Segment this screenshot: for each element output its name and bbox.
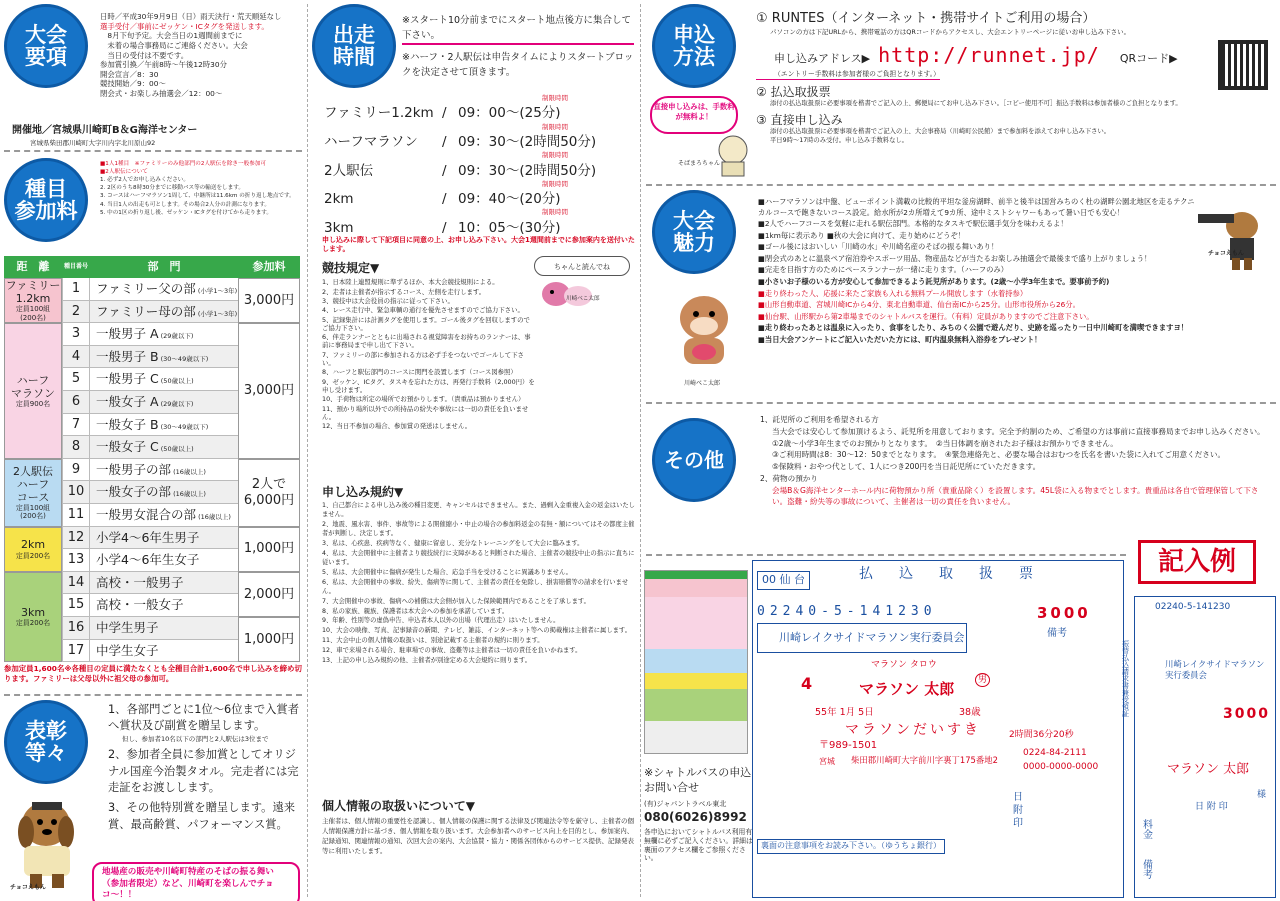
yoko-line: 競技開始／9：00〜 <box>100 79 166 89</box>
miryoku-item: ■走り終わった人、応援に来たご家族も入れる無料プール開放します（水着持参） <box>758 288 1028 298</box>
shumoku-note: 3. コースはハーフマラソン1周して、中継所は11.6km の折り返し地点です。 <box>100 193 295 200</box>
separator: / <box>442 191 447 208</box>
kiyaku-title: 申し込み規約▼ <box>322 485 404 499</box>
fee-cell: 2人で 6,000円 <box>238 459 300 527</box>
row-category: 一般女子 C (50歳以上) <box>96 439 194 455</box>
table-row <box>62 617 238 640</box>
mascot-cow <box>664 290 746 376</box>
table-footnote: 参加定員1,600名※各種目の定員に満たなくとも全種目合計1,600名で申し込みを締め切ります。ファミリーは父母以外に祖父母の参加可。 <box>4 664 302 683</box>
biko: 備考 <box>1047 628 1067 639</box>
limit-label: 制限時間 <box>542 179 568 188</box>
list-item: 3、競技中は大会役員の指示に従って下さい。 <box>322 296 454 305</box>
hyosho-item: 2、参加者全員に参加賞としてオリジナル国産今治製タオル。完走者には完走証をお渡しします。 <box>108 748 299 794</box>
soba-mascot-icon <box>710 132 756 178</box>
list-item: 1、日本陸上連盟規則に準ずるほか、本大会競技規則による。 <box>322 278 499 287</box>
list-item: 1、自己都合による申し込み後の種目変更、キャンセルはできません。また、過剰入金重複入金の返金はいたしません。 <box>322 502 635 519</box>
kitei-list <box>322 278 536 431</box>
fee-cell: 3,000円 <box>238 323 300 459</box>
age: 38歳 <box>959 707 981 718</box>
table-header <box>4 256 300 278</box>
divider <box>646 402 1276 404</box>
sonota-item: ③ご利用時間は8：30〜12：50までとなります。 ④緊急連絡先と、必要な場合はおむつを氏名を書いた袋に入れてご用意ください。 <box>772 450 1226 460</box>
list-item: 12、車で来場される場合、駐車場での事故、盗難等は主催者は一切の責任を負いかねます。 <box>322 647 582 655</box>
separator: / <box>442 105 447 122</box>
start-distance: 2km <box>324 191 354 208</box>
receipt-hizuke: 日 附 印 <box>1195 802 1228 812</box>
list-item: 7、大会開催中の事故、傷病への補償は大会側が加入した保険範囲内であることを了承します。 <box>322 597 590 605</box>
miryoku-item: ■完走を目指す方のためにペースランナーが一緒に走ります。（ハーフのみ） <box>758 265 1009 275</box>
miryoku-item: ■ゴール後にはおいしい「川崎の水」や川崎名産のそばの振る舞いあり！ <box>758 242 999 252</box>
sonota-item: ①2歳〜小学3年生までのお預かりとなります。 ②当日体調を崩されたお子様はお預かりできません。 <box>772 438 1118 448</box>
table-row <box>62 346 238 369</box>
miryoku-item: ■山形自動車道、宮城川崎ICから4分、東北自動車道、仙台南ICから25分。山形市役所から26分。 <box>758 300 1080 310</box>
limit-label: 制限時間 <box>542 94 568 102</box>
list-item: 9、年齢、性別等の虚偽申告、申込者本人以外の出場（代理出走）はいたしません。 <box>322 617 560 625</box>
miryoku-item: ■小さいお子様のいる方が安心して参加できるよう託児所があります。(2歳〜小学3年生まで。要事前予約) <box>758 277 1110 287</box>
method-3-time: 平日9時〜17時のみ受付。申し込み手数料なし。 <box>770 136 908 144</box>
list-item: 11、大会中止の個人情報の取扱いは、別途記載する主催者の規約に則ります。 <box>322 637 544 645</box>
venue-address: 宮城県柴田郡川崎町大字川内字北川原山92 <box>30 139 156 147</box>
row-category: 高校・一般男子 <box>96 574 184 590</box>
list-item: 9、ゼッケン、ICタグ、タスキを忘れた方は、再発行手数料（2,000円）を申し受けます。 <box>322 377 535 395</box>
sonota-item: ⑤保険料・おやつ代として、1人につき200円を当日託児所にていただきます。 <box>772 462 1041 472</box>
row-note: (29歳以下) <box>158 332 194 341</box>
distance-cell <box>4 278 62 323</box>
row-category: 一般女子 A (29歳以下) <box>96 394 194 409</box>
row-number: 3 <box>62 323 90 345</box>
row-number: 7 <box>62 414 90 436</box>
payment-form <box>752 560 1124 898</box>
qr-label: QRコード▶ <box>1119 51 1178 65</box>
limit-label: 制限時間 <box>542 151 568 160</box>
hyosho-note: 但し、参加者10名以下の部門と2人駅伝は3位まで <box>122 734 269 743</box>
kinyurei-sample: 記入例 <box>1138 540 1256 584</box>
form-title: 払 込 取 扱 票 <box>859 566 1039 582</box>
url-row <box>756 42 1272 69</box>
row-note: (小学1〜3年) <box>195 287 238 295</box>
row-number: 12 <box>62 527 90 549</box>
yoko-line: 閉会式・お楽しみ抽選会／12：00〜 <box>100 89 223 98</box>
row-note: (29歳以下) <box>158 400 194 408</box>
table-row <box>62 368 238 391</box>
distance-cell <box>4 323 62 459</box>
row-category: 中学生男子 <box>96 620 159 635</box>
column-divider <box>307 4 308 897</box>
row-number: 14 <box>62 572 90 594</box>
col-distance: 距 離 <box>16 259 50 273</box>
list-item: 12、当日不参加の場合、参加賞の発送はしません。 <box>322 422 472 431</box>
shumoku-note: 4. 当日1人の出走も可とします。その場合2人分の計測になります。 <box>100 201 270 208</box>
yoko-line: 開会宣言／8：30 <box>100 69 159 79</box>
row-number: 11 <box>62 504 90 526</box>
row-number: 2 <box>62 301 90 323</box>
list-item: 11、預かり場所以外での所持品の紛失や事故には一切の責任を負いません。 <box>322 404 529 422</box>
start-distance: ファミリー1.2km <box>324 105 434 122</box>
list-item: 4、私は、大会開催中に主催者より競技続行に支障があると判断された場合、主催者の競技中止の指示に直ちに従います。 <box>322 549 635 566</box>
distance-label: ハーフ マラソン <box>11 373 55 400</box>
list-item: 2、地震、風水害、事件、事故等による開催縮小・中止の場合の参加料返金の有無・額についてはその都度主催者が判断し、決定します。 <box>322 521 635 537</box>
receipt-amount: 3000 <box>1223 706 1270 722</box>
table-row <box>62 549 238 572</box>
row-category: 一般男子の部 (16歳以上) <box>96 461 206 477</box>
method-3-title: ③ 直接申し込み <box>756 113 843 128</box>
table-row <box>62 594 238 617</box>
row-number: 6 <box>62 391 90 413</box>
sonota-item: 当大会では安心して参加頂けるよう、託児所を用意しております。完全予約制のため、ご希望の方は事前に直接事務局までお申し込みください。 <box>772 426 1265 436</box>
shusso-warning: 申し込みに際して下記項目に同意の上、お申し込み下さい。大会1週間前までに参加案内を送付いたします。 <box>322 236 635 254</box>
mascot-label: チョコえもん <box>10 884 46 891</box>
kana: マラソン タロウ <box>871 660 937 670</box>
shuttle-tel: 080(6026)8992 <box>644 809 747 824</box>
limit-label: 制限時間 <box>542 208 568 217</box>
miryoku-item: ■走り終わったあとは温泉に入ったり、食事をしたり、みちのく公園で遊んだり、史跡を巡ったり一日中川崎町を満喫できますヨ！ <box>758 323 1189 333</box>
capacity-label: 定員100組 (200名) <box>15 504 51 521</box>
hizuke: 日 附 印 <box>1010 791 1022 828</box>
yoko-line: 選手受付／事前にゼッケン・ICタグを発送します。 <box>100 21 269 31</box>
shuttle-company: (有)ジャパントラベル東北 <box>644 799 727 808</box>
row-number: 1 <box>62 278 90 300</box>
list-item: 6、私は、大会開催中の事故、紛失、傷病等に関して、主催者の責任を免除し、損害賠償等の請求を行いません。 <box>322 578 629 595</box>
team-name: マラソンだいすき <box>845 722 981 738</box>
gender: 男 <box>975 673 990 687</box>
method-2-title: ② 払込取扱票 <box>756 84 831 99</box>
row-number: 17 <box>62 640 90 662</box>
moshikomi-body <box>756 10 1272 145</box>
row-note: (50歳以上) <box>158 445 194 454</box>
yoko-line: 未着の場合事務局にご連絡ください。大会 <box>100 40 248 50</box>
miryoku-item: ■当日大会アンケートにご記入いただいた方には、町内温泉無料入浴券をプレゼント！ <box>758 334 1042 344</box>
section-badge-hyosho: 表彰 等々 <box>4 700 88 784</box>
receipt-side-label: 振替払込請求書兼受領証 <box>1121 640 1130 717</box>
row-category: 一般女子の部 (16歳以上) <box>96 484 206 500</box>
section-badge-taikai-yoko: 大会 要項 <box>4 4 88 88</box>
miryoku-item: ■仙台駅、山形駅から第2車場までのシャトルバスを運行。（有料）定員がありますのでご注意下さい。 <box>758 311 1094 321</box>
capacity-label: 定員200名 <box>15 619 51 628</box>
zip-code: 〒989-1501 <box>819 740 878 751</box>
start-time: 10：05〜(30分) <box>458 219 561 236</box>
category-table <box>4 256 300 662</box>
form-bottom-note: 裏面の注意事項をお読み下さい。（ゆうちょ銀行） <box>757 839 945 854</box>
row-number: 13 <box>62 549 90 571</box>
shusso-note: ※ハーフ・2人駅伝は申告タイムによりスタートブロックを決定させて頂きます。 <box>402 52 634 79</box>
row-note: (16歳以上) <box>171 467 206 476</box>
target-time: 2時間36分20秒 <box>1009 730 1074 740</box>
start-time: 09：30〜(2時間50分) <box>458 162 597 179</box>
yoko-line: 当日の受付は不要です。 <box>100 50 189 60</box>
column-divider <box>640 4 641 897</box>
table-row <box>62 278 238 301</box>
sonota-item: 会場B＆G海洋センターホール内に荷物預かり所（貴重品除く）を設置します。45L袋に入る物までとします。貴重品は各自で管理保管して下さい。盗難・紛失等の事故について、主催者は一切の責任を負いません。 <box>772 485 1259 507</box>
kanyu-name: 川崎レイクサイドマラソン実行委員会 <box>779 631 965 644</box>
start-time-row <box>324 94 634 123</box>
miryoku-item: ■閉会式のあとに温泉ペア宿泊券やスポーツ用品、物産品などが当たるお楽しみ抽選会で最後まで盛り上がりましょう！ <box>758 253 1152 263</box>
method-1-title: ① RUNTES（インターネット・携帯サイトご利用の場合） <box>756 11 1096 26</box>
row-category: 中学生女子 <box>96 642 159 658</box>
list-item: 6、伴走ランナーとともに出場される視覚障害をお持ちのランナーは、事前に事務局まで申し出て下さい。 <box>322 333 531 350</box>
kojin-title: 個人情報の取扱いについて▼ <box>322 799 475 813</box>
list-item: 8、私の家族、親族、保護者は本大会への参加を承諾しています。 <box>322 607 509 615</box>
list-item: 7、ファミリーの部に参加される方は必ず手をつないでゴールして下さい。 <box>322 350 524 368</box>
cow-mascot-icon <box>664 290 746 376</box>
list-item: 5、私は、大会開催中に傷病が発生した場合、応急手当を受けることに異議ありません。 <box>322 568 572 576</box>
row-category: ファミリー母の部 (小学1〜3年) <box>96 303 238 319</box>
name: マラソン 太郎 <box>859 680 955 698</box>
method-3-desc: 添付の払込取扱票に必要事項を楷書でご記入の上、大会事務局（川崎町公民館）まで参加料を添えてお申し込み下さい。 <box>770 128 1111 136</box>
section-badge-shumoku: 種目 参加料 <box>4 158 88 242</box>
row-category: 高校・一般女子 <box>96 597 184 613</box>
start-distance: 2人駅伝 <box>324 162 374 179</box>
kitei-bubble <box>534 256 630 276</box>
row-category: 一般男子 B (30〜49歳以下) <box>96 348 209 364</box>
col-category: 部 門 <box>147 259 181 273</box>
row-category: 小学4〜6年生男子 <box>96 529 200 545</box>
qr-code-icon[interactable] <box>1218 40 1268 90</box>
miryoku-item: ■1km毎に表示あり ■秋の大会に向けて、走り始めにどうぞ！ <box>758 230 966 240</box>
url-label: 申し込みアドレス▶ <box>774 51 871 65</box>
receipt-biko: 備考 <box>1140 859 1152 879</box>
shumoku-note: 1. 必ず2人でお申し込みください。 <box>100 177 189 184</box>
bubble-text: ちゃんと読んでね <box>554 263 610 271</box>
row-number: 16 <box>62 617 90 639</box>
hyosho-list <box>108 702 302 833</box>
col-fee: 参加料 <box>252 259 286 273</box>
capacity-label: 定員100組 (200名) <box>15 305 51 322</box>
shumoku-note: 5. 中の1区の折り返し後、ゼッケン・ICタグを付けてから走ります。 <box>100 209 273 216</box>
table-row <box>62 527 238 550</box>
birthdate: 55年 1月 5日 <box>815 707 874 718</box>
row-number: 9 <box>62 459 90 481</box>
row-number: 10 <box>62 481 90 503</box>
account-number: 02240-5-141230 <box>757 604 937 619</box>
list-item: 13、上記の申し込み規約の他、主催者が別途定める大会規約に則ります。 <box>322 657 532 665</box>
shusso-notes <box>402 14 634 81</box>
mascot-label: チョコえもん <box>1208 250 1244 257</box>
receipt-name: マラソン 太郎 <box>1167 762 1250 777</box>
table-row <box>62 323 238 346</box>
kojin-section <box>322 796 636 856</box>
section-badge-shusso: 出走 時間 <box>312 4 396 88</box>
divider <box>4 150 302 152</box>
dog-mascot-icon <box>4 788 94 896</box>
limit-label: 制限時間 <box>542 122 568 131</box>
section-badge-miryoku: 大会 魅力 <box>652 190 736 274</box>
address: 柴田郡川崎町大字前川字裏丁175番地2 <box>851 755 998 765</box>
row-note: (30〜49歳以下) <box>158 354 209 363</box>
separator: / <box>442 162 447 179</box>
table-row <box>62 459 238 482</box>
receipt-account: 02240-5-141230 <box>1155 602 1231 612</box>
mascot-label: 川崎べこ太郎 <box>566 296 600 302</box>
col-number: 種目番号 <box>63 262 88 270</box>
hyosho-item: 1、各部門ごとに1位〜6位まで入賞者へ賞状及び副賞を贈呈します。 <box>108 703 300 733</box>
distance-label: 2km <box>20 538 46 552</box>
list-item: 8、ハーフと駅伝部門のコースに関門を設置します（コース図参照） <box>322 368 517 377</box>
distance-label: 2人駅伝 ハーフ コース <box>13 464 53 504</box>
table-body <box>4 278 300 662</box>
fee-cell: 1,000円 <box>238 527 300 572</box>
start-time-row <box>324 208 634 237</box>
kiyaku-section <box>322 482 636 667</box>
miryoku-item: ■ハーフマラソンは中盤、ビューポイント満載の比較的平坦な釜房湖畔、前半と後半は国営みちのく杜の湖畔公園北地区を走るテクニカルコースで飽きないコース設定。給水所が2カ所増えて9カ所、途中ミストシャワーもあって暑い日でも安心！ <box>758 197 1195 217</box>
row-note: (16歳以上) <box>196 513 231 521</box>
table-row <box>62 572 238 595</box>
hyosho-item: 3、その他特別賞を贈呈します。遠来賞、最高齢賞、パフォーマンス賞。 <box>108 801 296 831</box>
miryoku-item: ■2人でハーフコースを気軽に走れる駅伝部門。本格的なタスキで駅伝選手気分を味わえるよ！ <box>758 219 1068 229</box>
distance-cell <box>4 459 62 527</box>
row-category: 一般男女混合の部 (16歳以上) <box>96 507 231 522</box>
distance-cell <box>4 572 62 662</box>
mascot-label: そばまろちゃん <box>678 160 721 167</box>
distance-label: ファミリー 1.2km <box>5 279 61 306</box>
table-row <box>62 414 238 437</box>
receipt-kanyu: 川崎レイクサイドマラソン実行委員会 <box>1165 659 1265 681</box>
time-table <box>324 94 634 237</box>
table-row <box>62 436 238 459</box>
kitei-title: 競技規定▼ <box>322 261 380 275</box>
section-badge-sonota: その他 <box>652 418 736 502</box>
amount: 3000 <box>1037 604 1091 622</box>
kiyaku-list <box>322 502 636 666</box>
separator: / <box>442 219 447 236</box>
list-item: 10、手荷物は所定の場所でお預かりします。（貴重品は預かりません） <box>322 395 525 404</box>
bubble-text: 直接申し込みは、手数料が無料よ！ <box>653 102 735 121</box>
fee-cell: 2,000円 <box>238 572 300 617</box>
yoko-line: 参加賞引換／午前8時〜午後12時30分 <box>100 60 227 70</box>
list-item: 2、走者は主催者が指示するコース、左側を走行します。 <box>322 287 486 296</box>
row-category: 一般女子 B (30〜49歳以下) <box>96 416 209 432</box>
receipt-sama: 様 <box>1257 790 1267 800</box>
cow-mascot-icon <box>536 278 596 310</box>
distance-cell <box>4 527 62 572</box>
separator: / <box>442 133 447 150</box>
section-badge-moshikomi: 申込 方法 <box>652 4 736 88</box>
shuttle-section <box>644 766 754 863</box>
row-number: 5 <box>62 368 90 390</box>
shumoku-note: ■1人1種目 ※ファミリーのみ他部門の2人駅伝を除き一般参加可 <box>100 161 266 167</box>
distance-label: 3km <box>20 606 46 620</box>
row-category: 一般男子 A (29歳以下) <box>96 326 194 342</box>
capacity-label: 定員900名 <box>15 399 51 408</box>
table-row <box>62 391 238 414</box>
table-row <box>62 504 238 527</box>
divider <box>4 694 302 696</box>
mascot-chocoemon-2 <box>1196 192 1276 272</box>
mini-table-thumbnail <box>644 570 748 754</box>
shuttle-note: 各申込においてシャトルバス利用有無欄に必ずご記入ください。詳細は裏面のアクセス欄をご参照ください。 <box>644 827 753 863</box>
prefecture: 宮城 <box>819 757 835 766</box>
receipt <box>1134 596 1276 898</box>
start-time-row <box>324 123 634 152</box>
fee-cell: 3,000円 <box>238 278 300 323</box>
kojin-text: 主催者は、個人情報の重要性を認識し、個人情報の保護に関する法律及び関連法令等を厳守し、主催者の個人情報保護方針に基づき、個人情報を取り扱います。大会参加者へのサービス向上を目的とし、参加案内、記録通知、関連情報の通知、次回大会の案内、大会協賛・協力・関係各団体からのサービス提供、記録発表等に利用いたします。 <box>322 817 634 856</box>
table-row <box>62 640 238 663</box>
row-category: 一般男子 C (50歳以上) <box>96 371 194 387</box>
table-row <box>62 481 238 504</box>
method-2-desc: 添付の払込取扱票に必要事項を楷書でご記入の上、郵便局にてお申し込み下さい。［コピー使用不可］振込手数料は参加者様のご負担となります。 <box>770 100 1182 107</box>
start-time-row <box>324 180 634 209</box>
yoko-info <box>100 12 300 99</box>
list-item: 4、レース走行中、緊急車輌の通行を優先させますのでご協力下さい。 <box>322 306 524 315</box>
row-category: ファミリー父の部 (小学1〜3年) <box>96 281 238 296</box>
row-note: (50歳以上) <box>158 377 194 386</box>
row-note: (16歳以上) <box>171 490 206 499</box>
row-number: 8 <box>62 436 90 458</box>
hyosho-callout: 地場産の販売や川崎町特産のそばの振る舞い（参加者限定）など、川崎町を楽しんでチョコ〜！！ <box>92 862 300 901</box>
divider <box>646 554 1126 556</box>
fee-cell: 1,000円 <box>238 617 300 662</box>
start-time-row <box>324 151 634 180</box>
mascot-soba <box>710 132 756 178</box>
row-number: 4 <box>62 346 90 368</box>
yoko-line: 日時／平成30年9月9日（日）雨天決行・荒天順延なし <box>100 12 282 21</box>
mascot-chocoemon <box>4 788 94 896</box>
shuttle-title: ※シャトルバスの申込お問い合せ <box>644 766 752 794</box>
row-note: (小学1〜3年) <box>195 309 238 318</box>
entry-fee-note: （エントリー手数料は参加者様のご負担となります。） <box>756 70 940 80</box>
venue: 開催地／宮城県川崎町B＆G海洋センター <box>12 125 198 136</box>
list-item: 3、私は、心疾患、疾病等なく、健康に留意し、充分なトレーニングをして大会に臨みます。 <box>322 539 584 547</box>
list-item: 5、記録集計には計測タグを使用します。ゴール後タグを回収しますのでご協力下さい。 <box>322 315 530 332</box>
mobile: 0000-0000-0000 <box>1023 762 1099 772</box>
method-1-desc: パソコンの方は下記URLから、携帯電話の方はQRコードからアクセスし、大会エントリーページに従いお申し込み下さい。 <box>770 27 1131 36</box>
list-item: 10、大会の映像、写真、記事録音の新聞、テレビ、雑誌、インターネット等への掲載権は主催者に属します。 <box>322 627 632 635</box>
direct-bubble <box>650 96 738 134</box>
start-time: 09：30〜(2時間50分) <box>458 133 597 150</box>
shusso-note: ※スタート10分前までにスタート地点後方に集合して下さい。 <box>402 14 634 45</box>
event-number: 4 <box>801 674 813 693</box>
start-distance: ハーフマラソン <box>324 133 418 150</box>
phone: 0224-84-2111 <box>1023 748 1087 758</box>
mascot-label: 川崎べこ太郎 <box>684 380 721 387</box>
row-number: 15 <box>62 594 90 616</box>
sonota-body <box>760 414 1272 508</box>
start-time: 09：40〜(20分) <box>458 191 561 208</box>
runnet-url[interactable]: http://runnet.jp/ <box>878 42 1100 67</box>
sonota-item: 1、託児所のご利用を希望される方 <box>760 415 879 424</box>
yoko-line: 8月下旬予定。大会当日の1週間前までに <box>100 31 243 41</box>
kouza-box: 00 仙 台 <box>757 571 810 590</box>
start-distance: 3km <box>324 219 354 236</box>
shumoku-note: ■2人駅伝について <box>100 169 148 176</box>
mascot-small-cow <box>536 278 596 310</box>
start-time: 09：00〜(25分) <box>458 105 561 122</box>
shumoku-notes <box>100 160 300 217</box>
table-row <box>62 301 238 324</box>
miryoku-list <box>758 196 1198 347</box>
shumoku-note: 2. 2区のうち8時30分までに移動バス等の輸送をします。 <box>100 185 244 192</box>
row-note: (30〜49歳以下) <box>158 422 209 431</box>
divider <box>646 184 1276 186</box>
dog-telescope-icon <box>1196 192 1276 272</box>
sonota-item: 2、荷物の預かり <box>760 473 818 483</box>
capacity-label: 定員200名 <box>15 551 51 560</box>
receipt-fee: 料金 <box>1140 819 1152 839</box>
row-category: 小学4〜6年生女子 <box>96 552 200 568</box>
